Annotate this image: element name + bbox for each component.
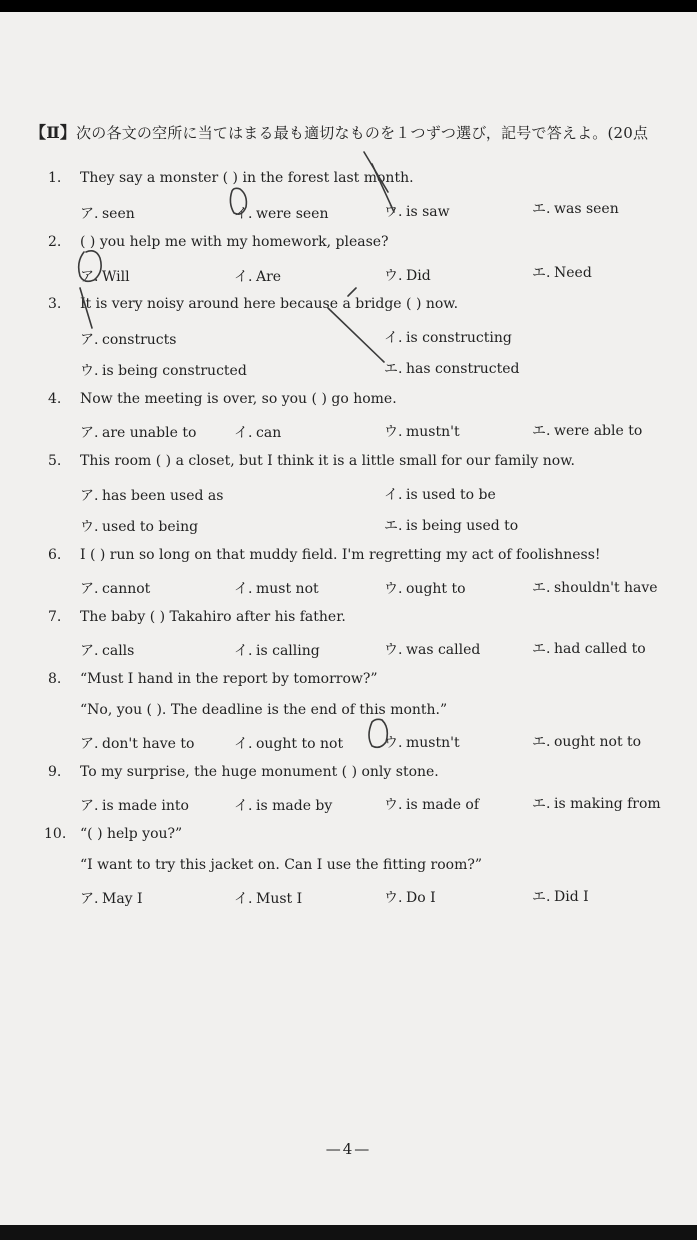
exam-page <box>0 12 697 1225</box>
option-e: エ. had called to <box>532 641 646 657</box>
question-text: Now the meeting is over, so you ( ) go home. <box>80 391 397 407</box>
option-u: ウ. is made of <box>384 797 480 813</box>
option-e: エ. ought not to <box>532 734 642 750</box>
question-text: This room ( ) a closet, but I think it is a little small for our family now. <box>80 453 575 469</box>
option-i: イ. must not <box>234 581 319 597</box>
option-u: ウ. mustn't <box>384 424 460 440</box>
option-a: ア. Will <box>80 269 130 285</box>
option-e: エ. has constructed <box>384 361 520 377</box>
question-text: To my surprise, the huge monument ( ) only stone. <box>80 764 439 780</box>
option-a: ア. are unable to <box>80 425 197 441</box>
option-a: ア. May I <box>80 891 143 907</box>
option-a: ア. has been used as <box>80 488 224 504</box>
section-header <box>30 120 697 143</box>
option-i: イ. is made by <box>234 798 333 814</box>
option-u: ウ. was called <box>384 642 481 658</box>
section-number: 【Ⅱ】 <box>30 123 77 142</box>
option-i: イ. Must I <box>234 891 303 907</box>
scan-edge <box>0 1225 697 1240</box>
option-e: エ. was seen <box>532 201 619 217</box>
option-e: エ. is being used to <box>384 518 519 534</box>
option-a: ア. don't have to <box>80 736 195 752</box>
option-u: ウ. Did <box>384 268 431 284</box>
question-number: 5. <box>48 453 62 469</box>
question-number: 8. <box>48 671 62 687</box>
question-number: 7. <box>48 609 62 625</box>
question-number: 4. <box>48 391 62 407</box>
question-number: 3. <box>48 296 62 312</box>
question-text: It is very noisy around here because a bridge ( ) now. <box>80 296 459 312</box>
strike-mark-q3 <box>328 308 384 362</box>
option-e: エ. Need <box>532 265 592 281</box>
option-i: イ. is constructing <box>384 330 512 346</box>
question-text: ( ) you help me with my homework, please? <box>80 234 389 250</box>
option-i: イ. can <box>234 425 282 441</box>
option-u: ウ. Do I <box>384 890 436 906</box>
option-a: ア. cannot <box>80 581 151 597</box>
question-text: They say a monster ( ) in the forest last month. <box>80 170 414 186</box>
option-a: ア. is made into <box>80 798 189 814</box>
question-number: 10. <box>44 826 67 842</box>
question-number: 1. <box>48 170 62 186</box>
question-number: 6. <box>48 547 62 563</box>
question-text: “No, you ( ). The deadline is the end of this month.” <box>80 702 448 718</box>
section-instruction: 次の各文の空所に当てはまる最も適切なものを１つずつ選び，記号で答えよ。(20点 <box>76 124 649 142</box>
question-text: “( ) help you?” <box>80 826 183 842</box>
option-e: エ. Did I <box>532 889 589 905</box>
option-a: ア. seen <box>80 206 135 222</box>
option-i: イ. is calling <box>234 643 320 659</box>
option-u: ウ. is being constructed <box>80 363 247 379</box>
option-u: ウ. ought to <box>384 581 466 597</box>
arrow-mark-q3 <box>348 288 356 296</box>
question-number: 9. <box>48 764 62 780</box>
question-number: 2. <box>48 234 62 250</box>
option-i: イ. is used to be <box>384 487 496 503</box>
option-a: ア. constructs <box>80 332 177 348</box>
option-i: イ. were seen <box>234 206 329 222</box>
option-u: ウ. mustn't <box>384 735 460 751</box>
option-u: ウ. used to being <box>80 519 199 535</box>
option-e: エ. shouldn't have <box>532 580 658 596</box>
option-i: イ. ought to not <box>234 736 344 752</box>
option-a: ア. calls <box>80 643 135 659</box>
page-number: —4— <box>325 1140 372 1158</box>
question-text: “Must I hand in the report by tomorrow?” <box>80 671 378 687</box>
question-text: “I want to try this jacket on. Can I use the fitting room?” <box>80 857 483 873</box>
question-text: The baby ( ) Takahiro after his father. <box>80 609 346 625</box>
option-e: エ. were able to <box>532 423 643 439</box>
option-e: エ. is making from <box>532 796 661 812</box>
question-text: I ( ) run so long on that muddy field. I'm regretting my act of foolishness! <box>80 547 601 563</box>
option-i: イ. Are <box>234 269 282 285</box>
option-u: ウ. is saw <box>384 204 450 220</box>
